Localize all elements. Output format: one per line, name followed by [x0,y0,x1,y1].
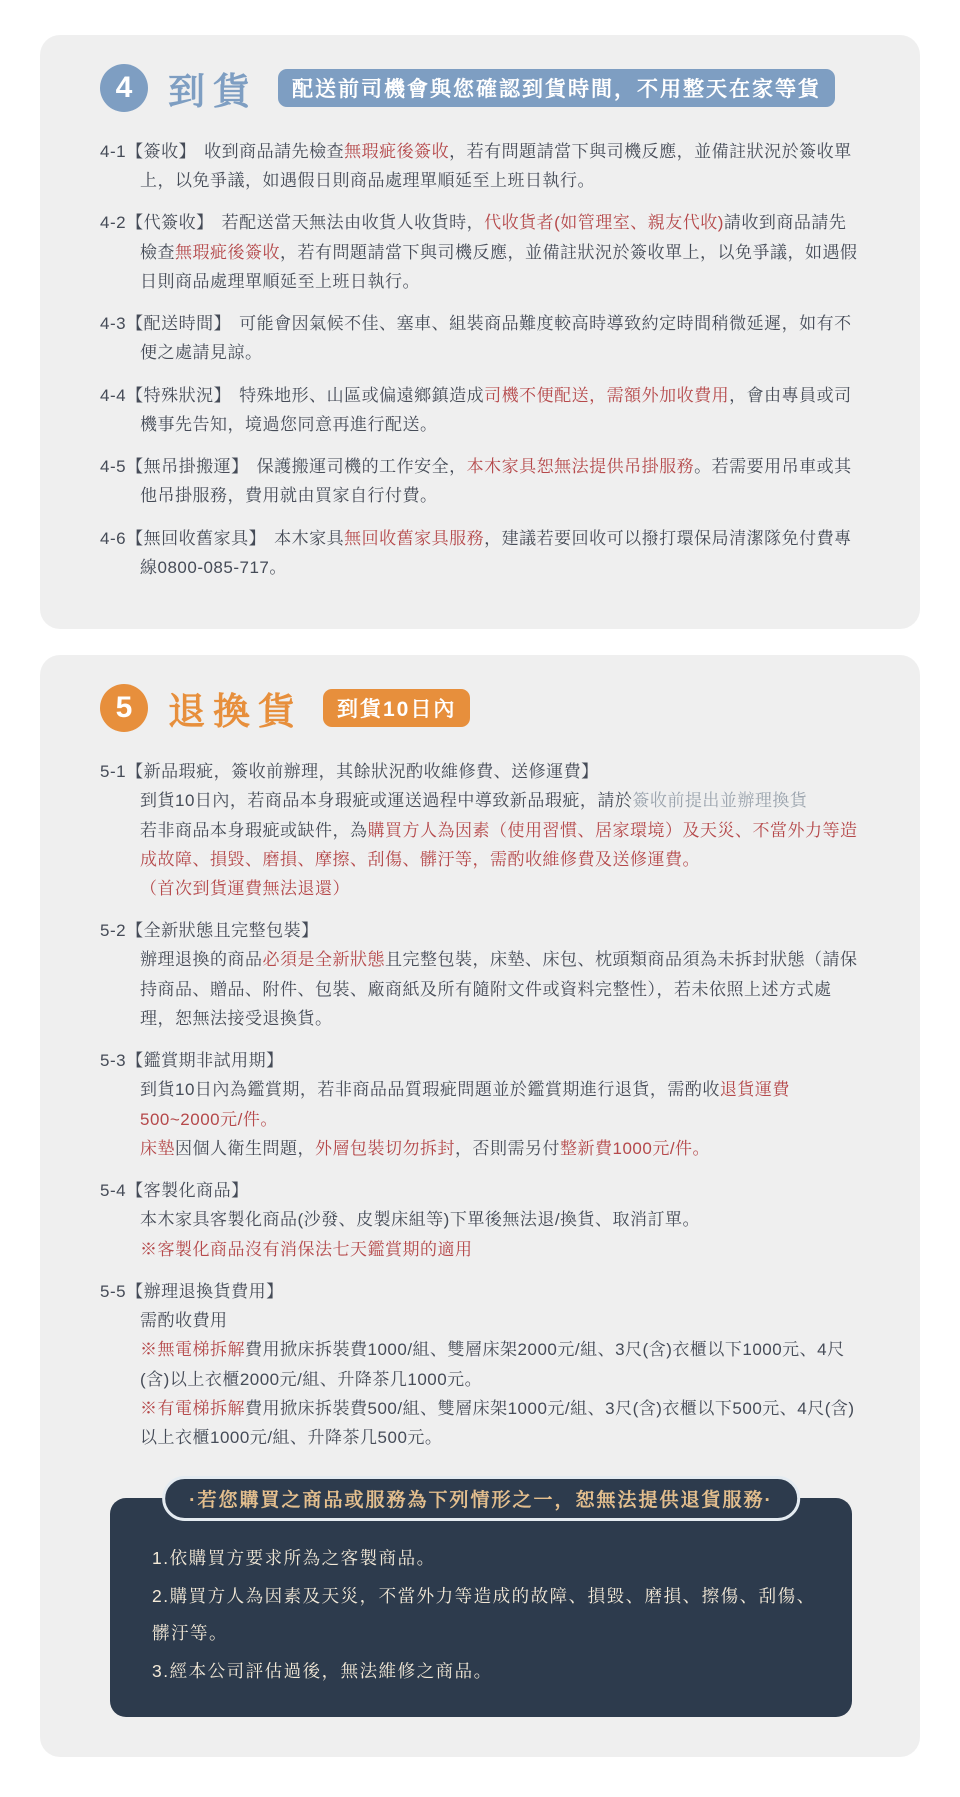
text-segment: ，若有問題請當下與司機反應，並備註狀況於簽收單上，以免爭議，如遇假日則商品處理單順延至上班日執行。 [140,142,852,191]
text-segment: 本木家具客製化商品(沙發、皮製床組等)下單後無法退/換貨、取消訂單。 [140,1210,701,1230]
text-segment: 費用掀床拆裝費500/組、雙層床架1000元/組、3尺(含)衣櫃以下500元、4尺(含)以上衣櫃1000元/組、升降茶几500元。 [140,1398,855,1447]
text-segment: 必須是全新狀態 [262,950,385,970]
returns-header [100,681,862,735]
text-segment: 簽收前提出並辦理換貨 [632,791,808,811]
item-label: 4-4【特殊狀況】 [100,385,232,405]
text-segment: 無瑕疵後簽收 [344,142,450,161]
text-segment: 可能會因氣候不佳、塞車、組裝商品難度較高時導致約定時間稍微延遲，如有不便之處請見諒。 [140,314,852,363]
policy-item [100,1176,862,1264]
text-segment: 若配送當天無法由收貨人收貨時， [221,213,485,233]
item-label: 5-4【客製化商品】 [100,1181,249,1201]
text-segment: 費用掀床拆裝費1000/組、雙層床架2000元/組、3尺(含)衣櫃以下1000元、4尺(含)以上衣櫃2000元/組、升降茶几1000元。 [140,1340,845,1389]
text-segment: 床墊 [140,1138,175,1158]
text-segment: 若非商品本身瑕疵或缺件，為 [140,820,368,840]
policy-item [100,208,862,296]
text-segment: 購買方人為因素（使用習慣、居家環境）及天災、不當外力等造成故障、損毀、磨損、摩擦、刮傷、髒汙等，需酌收維修費及送修運費。 [140,820,858,869]
section-number-badge: 4 [100,64,148,112]
text-segment: 無瑕疵後簽收 [175,242,280,262]
text-segment: ※無電梯拆解 [140,1340,245,1360]
policy-item [100,916,862,1033]
item-label: 5-5【辦理退換貨費用】 [100,1281,284,1301]
policy-item [100,757,862,903]
notice-box [110,1498,852,1717]
item-label: 4-6【無回收舊家具】 [100,528,267,548]
item-label: 4-3【配送時間】 [100,314,232,334]
returns-card [40,655,920,1757]
text-segment: ，會由專員或司機事先告知，境過您同意再進行配送。 [140,385,852,434]
text-segment: 外層包裝切勿拆封 [315,1138,455,1158]
text-segment: 退貨運費500~2000元/件。 [140,1080,790,1129]
text-segment: ※客製化商品沒有消保法七天鑑賞期的適用 [140,1239,473,1259]
section-title: 退換貨 [168,691,303,733]
delivery-items [100,137,862,582]
item-label: 5-2【全新狀態且完整包裝】 [100,921,319,941]
text-segment: 收到商品請先檢查 [204,142,345,161]
policy-item [100,137,862,195]
text-segment: ，否則需另付 [455,1138,560,1158]
item-label: 5-3【鑑賞期非試用期】 [100,1051,284,1071]
returns-items [100,757,862,1452]
text-segment: 整新費1000元/件。 [560,1138,711,1158]
item-label: 4-1【簽收】 [100,142,197,161]
section-subtitle-badge: 到貨10日內 [323,689,470,727]
text-segment: 代收貨者(如管理室、親友代收) [484,213,724,233]
delivery-header [100,61,862,115]
item-label: 4-5【無吊掛搬運】 [100,457,249,477]
text-segment: 辦理退換的商品 [140,950,263,970]
notice-title-pill: ·若您購買之商品或服務為下列情形之一，恕無法提供退貨服務· [162,1476,800,1521]
text-segment: 本木家具 [274,528,345,548]
text-segment: 因個人衛生問題， [175,1138,315,1158]
text-segment: 請收到商品請先檢查 [140,213,847,262]
section-title: 到貨 [168,71,258,112]
policy-item [100,452,862,510]
text-segment: 司機不便配送，需額外加收費用 [484,385,730,405]
text-segment: 特殊地形、山區或偏遠鄉鎮造成 [239,385,485,405]
text-segment: 到貨10日內，若商品本身瑕疵或運送過程中導致新品瑕疵，請於 [140,791,633,811]
text-segment: 到貨10日內為鑑賞期，若非商品品質瑕疵問題並於鑑賞期進行退貨，需酌收 [140,1080,720,1100]
policy-item [100,381,862,439]
policy-item [100,524,862,582]
text-segment: 本木家具恕無法提供吊掛服務 [466,457,695,477]
policy-item [100,1046,862,1163]
delivery-card [40,35,920,629]
policy-item [100,1277,862,1452]
text-segment: ，建議若要回收可以撥打環保局清潔隊免付費專線0800-085-717。 [140,528,852,577]
text-segment: 需酌收費用 [140,1311,228,1331]
section-subtitle-badge: 配送前司機會與您確認到貨時間，不用整天在家等貨 [278,69,835,107]
no-return-notice [110,1490,852,1717]
text-segment: 且完整包裝，床墊、床包、枕頭類商品須為未拆封狀態（請保持商品、贈品、附件、包裝、廠商紙及所有隨附文件或資料完整性），若未依照上述方式處理，恕無法接受退換貨。 [140,950,858,1028]
text-segment: ，若有問題請當下與司機反應，並備註狀況於簽收單上，以免爭議，如遇假日則商品處理單順延至上班日執行。 [140,242,858,291]
notice-item: 2.購買方人為因素及天災，不當外力等造成的故障、損毀、磨損、擦傷、刮傷、髒汙等。 [152,1585,816,1644]
text-segment: 無回收舊家具服務 [344,528,485,548]
notice-item: 3.經本公司評估過後，無法維修之商品。 [152,1661,493,1682]
section-number-badge: 5 [100,684,148,732]
text-segment: ※有電梯拆解 [140,1398,245,1418]
text-segment: 。若需要用吊車或其他吊掛服務，費用就由買家自行付費。 [140,457,852,506]
text-segment: （首次到貨運費無法退還） [140,878,350,898]
text-segment: 保護搬運司機的工作安全， [256,457,467,477]
item-label: 5-1【新品瑕疵，簽收前辦理，其餘狀況酌收維修費、送修運費】 [100,762,599,782]
policy-item [100,309,862,367]
notice-item: 1.依購買方要求所為之客製商品。 [152,1548,436,1569]
item-label: 4-2【代簽收】 [100,213,214,233]
